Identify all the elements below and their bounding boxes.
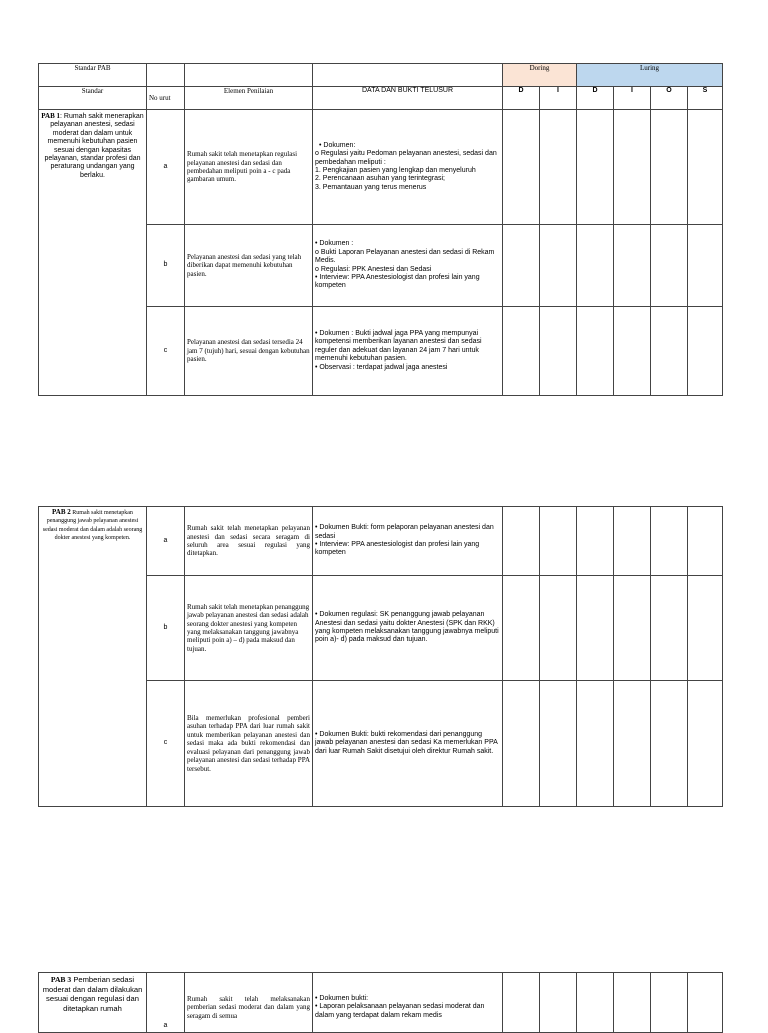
pab2-code: PAB 2 — [52, 508, 71, 516]
pab1-row-b-data — [313, 225, 503, 307]
data-line: • Dokumen bukti: — [315, 995, 369, 1002]
data-line: • Dokumen : Bukti jadwal jaga PPA yang mempunyai kompetensi memberikan layanan anestesi dan sedasi reguler dan adekuat dan layanan 24 jam 7 hari untuk memenuhi kebutuhan pasien. — [315, 329, 482, 363]
pab2-row-c-elemen: Bila memerlukan profesional pemberi asuhan terhadap PPA dari luar rumah sakit untuk memberikan pelayanan anestesi dan sedasi maka ada bukti rekomendasi dan evaluasi pelayanan dari penanggung jawab pelayanan anestesi dan sedasi terhadap PPA tersebut. — [185, 681, 313, 807]
pab2-standar-cell — [39, 507, 147, 807]
pab2-row-b-no: b — [147, 576, 185, 681]
data-line: • Dokumen Bukti: bukti rekomendasi dari penanggung jawab pelayanan anestesi dan sedasi Ka memerlukan PPA dari luar Rumah Sakit disetujui oleh direktur Rumah sakit. — [315, 730, 498, 755]
data-line: o Bukti Laporan Pelayanan anestesi dan sedasi di Rekam Medis. — [315, 248, 495, 265]
pab1-table — [38, 63, 723, 396]
data-line: 3. Pemantauan yang terus menerus — [315, 183, 427, 191]
pab1-row-b-no: b — [147, 225, 185, 307]
pab3-row-a-elemen: Rumah sakit telah melaksanakan pemberian sedasi moderat dan dalam yang seragam di semua — [185, 973, 313, 1033]
pab2-row-a-no: a — [147, 507, 185, 576]
data-line: 1. Pengkajian pasien yang lengkap dan menyeluruh — [315, 167, 476, 174]
data-line: o Regulasi: PPK Anestesi dan Sedasi — [315, 265, 432, 273]
header-blank — [185, 64, 313, 87]
pab1-row-a-no: a — [147, 110, 185, 225]
header-col-d: D — [503, 87, 540, 110]
header-col-d: D — [577, 87, 614, 110]
header-col-s: S — [688, 87, 723, 110]
header-luring: Luring — [577, 64, 723, 87]
pab2-row-b-elemen: Rumah sakit telah menetapkan penanggung jawab pelayanan anestesi dan sedasi adalah seorang dokter anestesi yang kompeten yang melaksanakan tanggung jawabnya meliputi poin a) – d) pada maksud dan tujuan. — [185, 576, 313, 681]
data-line: 2. Perencanaan asuhan yang terintegrasi; — [315, 175, 445, 183]
data-line: • Dokumen regulasi: SK penanggung jawab pelayanan Anestesi dan sedasi yaitu dokter Anestesi (SPK dan RKK) yang kompeten melaksanakan tanggung jawabnya meliputi poin a)- d) pada maksud dan tujuan. — [315, 611, 499, 644]
pab2-row-c-data — [313, 681, 503, 807]
pab2-table — [38, 506, 723, 807]
pab1-row-a-data — [313, 110, 503, 225]
header-doring: Doring — [503, 64, 577, 87]
pab1-row-a-elemen: Rumah sakit telah menetapkan regulasi pelayanan anestesi dan sedasi dan pembedahan meliputi poin a - c pada gambaran umum. — [185, 110, 313, 225]
header-col-o: O — [651, 87, 688, 110]
pab1-row-c-elemen: Pelayanan anestesi dan sedasi tersedia 24 jam 7 (tujuh) hari, sesuai dengan kebutuhan pasien. — [185, 307, 313, 396]
header-standar-pab: Standar PAB — [39, 64, 147, 87]
header-standar: Standar — [39, 87, 147, 110]
pab1-row-c-data — [313, 307, 503, 396]
pab3-code: PAB 3 — [50, 975, 72, 984]
pab1-row-b-elemen: Pelayanan anestesi dan sedasi yang telah diberikan dapat memenuhi kebutuhan pasien. — [185, 225, 313, 307]
data-line: • Interview: PPA Anestesiologist dan profesi lain yang kompeten — [315, 273, 480, 290]
pab1-row-c-no: c — [147, 307, 185, 396]
header-no-urut: No urut — [147, 87, 185, 110]
pab2-row-b-data — [313, 576, 503, 681]
data-line: o Regulasi yaitu Pedoman pelayanan anestesi, sedasi dan pembedahan meliputi : — [315, 150, 497, 166]
pab3-text: Pemberian sedasi moderat dan dalam dilakukan sesuai dengan regulasi dan ditetapkan rumah — [42, 975, 143, 1013]
pab1-text: : Rumah sakit menerapkan pelayanan anestesi, sedasi moderat dan dalam untuk memenuhi kebutuhan pasien sesuai dengan kapasitas pelayanan, standar profesi dan peraturang undangan yang berlaku. — [44, 113, 144, 179]
data-line: • Dokumen : — [315, 240, 354, 248]
pab2-row-c-no: c — [147, 681, 185, 807]
header-col-i: I — [614, 87, 651, 110]
header-col-i: I — [540, 87, 577, 110]
data-line: • Observasi : terdapat jadwal jaga anestesi — [315, 363, 448, 371]
data-line: • Dokumen Bukti: form pelaporan pelayanan anestesi dan sedasi — [315, 524, 494, 540]
header-elemen-penilaian: Elemen Penilaian — [185, 87, 313, 110]
pab1-standar-cell — [39, 110, 147, 396]
header-blank — [313, 64, 503, 87]
pab2-text: Rumah sakit menetapkan penanggung jawab pelayanan anestesi sedasi moderat dan dalam adalah seorang dokter anestesi yang kompeten. — [42, 510, 143, 542]
pab1-code: PAB 1 — [41, 112, 61, 120]
header-blank — [147, 64, 185, 87]
pab3-row-a-no: a — [147, 973, 185, 1033]
pab2-row-a-elemen: Rumah sakit telah menetapkan pelayanan anestesi dan sedasi secara seragam di seluruh area sesuai regulasi yang ditetapkan. — [185, 507, 313, 576]
data-line: • Dokumen: — [319, 141, 356, 149]
header-data-bukti: DATA DAN BUKTI TELUSUR — [313, 87, 503, 110]
pab2-row-a-data — [313, 507, 503, 576]
data-line: • Interview: PPA anestesiologist dan profesi lain yang kompeten — [315, 541, 480, 557]
data-line: • Laporan pelaksanaan pelayanan sedasi moderat dan dalam yang terdapat dalam rekam medis — [315, 1003, 485, 1019]
